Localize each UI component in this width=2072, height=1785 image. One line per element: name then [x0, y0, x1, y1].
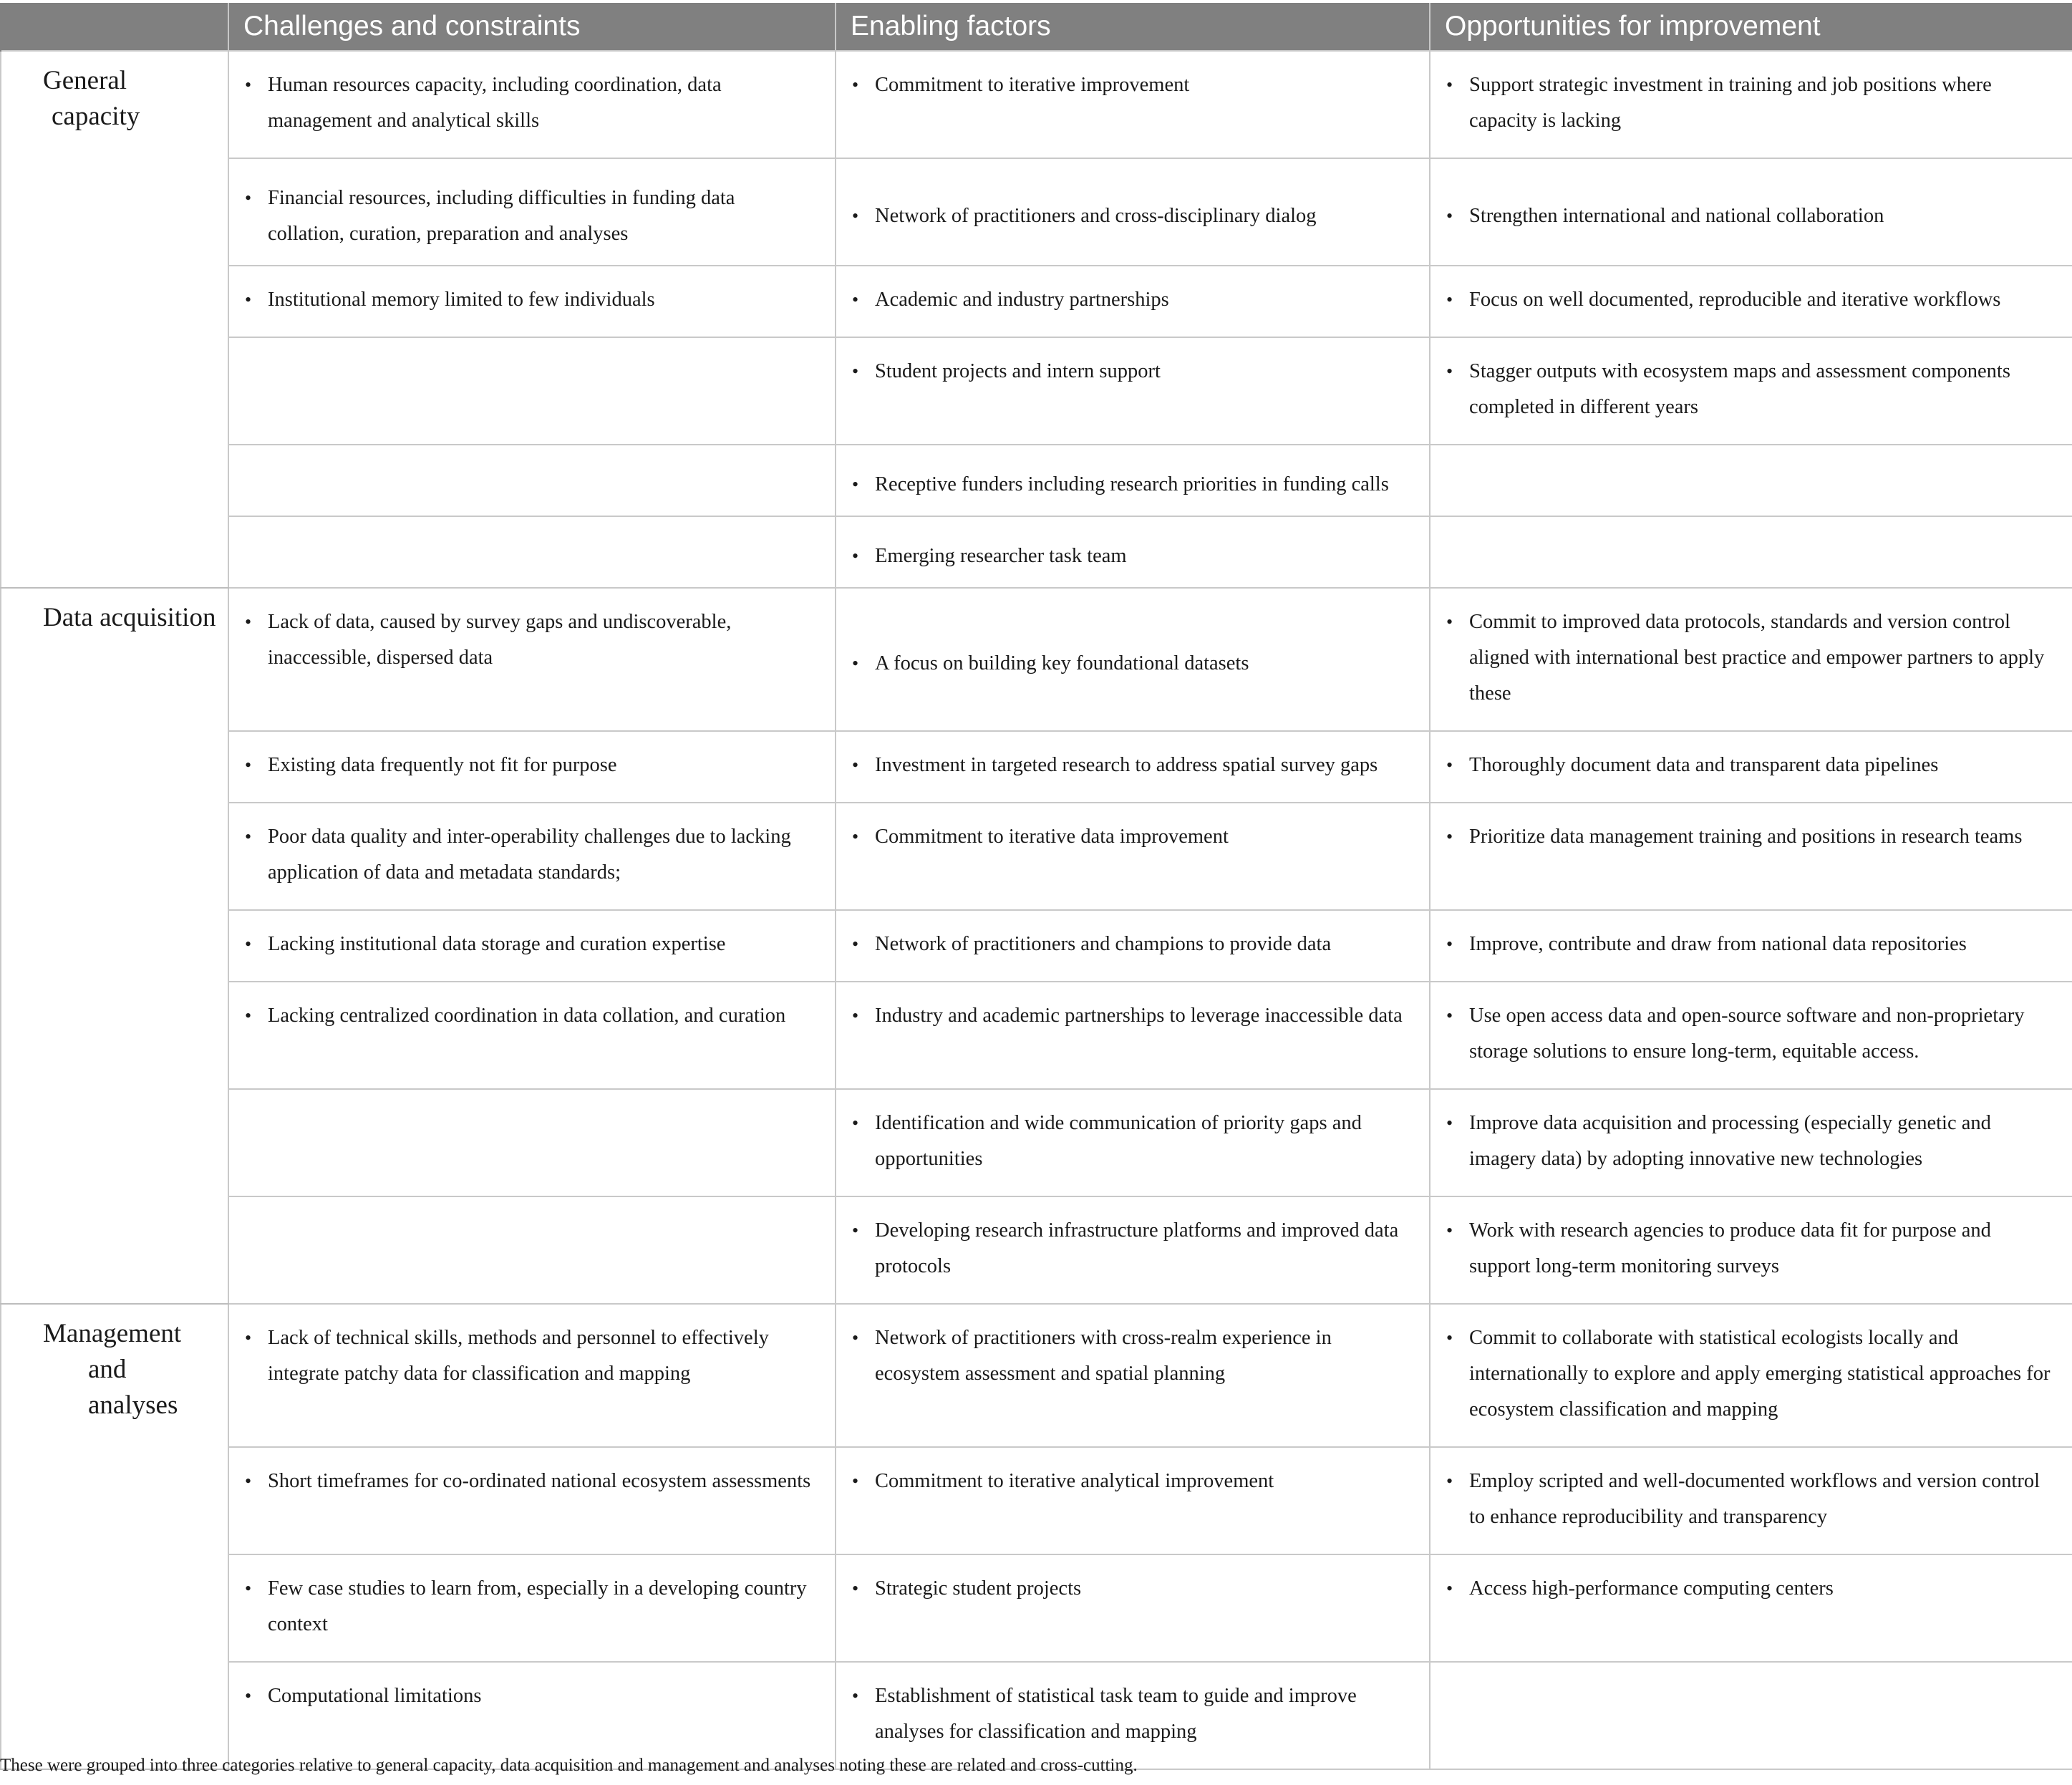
enabler-cell [836, 982, 1430, 1089]
list-item: • Short timeframes for co-ordinated national ecosystem assessments [243, 1464, 815, 1499]
list-item: • Commitment to iterative data improvement [851, 819, 1409, 855]
enabler-cell [836, 158, 1430, 266]
list-item: • Support strategic investment in training and job positions where capacity is lacking [1445, 67, 2052, 139]
table-row [1, 1447, 2072, 1554]
opportunity-cell [1430, 1196, 2072, 1304]
list-item: • Investment in targeted research to address spatial survey gaps [851, 748, 1409, 783]
challenge-cell-empty [228, 1089, 836, 1196]
list-item: • Network of practitioners and champions to provide data [851, 927, 1409, 962]
category-label-line: capacity [52, 102, 140, 131]
opportunity-cell [1430, 803, 2072, 910]
enabler-cell [836, 51, 1430, 158]
list-item: • Prioritize data management training and positions in research teams [1445, 819, 2052, 855]
header-category [1, 3, 228, 51]
challenge-cell [228, 1304, 836, 1447]
enabler-cell [836, 731, 1430, 803]
opportunity-cell [1430, 158, 2072, 266]
enabler-cell [836, 445, 1430, 516]
category-label-line: and [88, 1355, 127, 1384]
enabler-cell [836, 803, 1430, 910]
list-item: • Computational limitations [243, 1678, 815, 1714]
challenge-cell-empty [228, 516, 836, 588]
list-item: • Stagger outputs with ecosystem maps and assessment components completed in different years [1445, 354, 2052, 425]
opportunity-cell [1430, 1554, 2072, 1662]
enabler-cell [836, 1662, 1430, 1769]
list-item: • Academic and industry partnerships [851, 282, 1409, 318]
challenge-cell [228, 803, 836, 910]
category-label-line: General [43, 66, 127, 95]
list-item: • Developing research infrastructure platforms and improved data protocols [851, 1213, 1409, 1285]
table-row [1, 803, 2072, 910]
list-item: • Receptive funders including research priorities in funding calls [851, 467, 1409, 503]
enabler-cell [836, 1554, 1430, 1662]
list-item: • Emerging researcher task team [851, 538, 1409, 574]
table-row [1, 910, 2072, 982]
challenge-cell-empty [228, 1196, 836, 1304]
table-row [1, 1554, 2072, 1662]
table-row [1, 1662, 2072, 1769]
enabler-cell [836, 588, 1430, 731]
table-row [1, 1196, 2072, 1304]
table-row [1, 516, 2072, 588]
list-item: • Strengthen international and national collaboration [1445, 198, 2052, 234]
enabler-cell [836, 910, 1430, 982]
opportunity-cell-empty [1430, 1662, 2072, 1769]
list-item: • Lacking centralized coordination in data collation, and curation [243, 998, 815, 1034]
category-label-line: Data acquisition [43, 603, 216, 632]
opportunity-cell [1430, 982, 2072, 1089]
table-row [1, 51, 2072, 158]
challenge-cell-empty [228, 445, 836, 516]
category-management-analyses [1, 1304, 228, 1769]
opportunity-cell [1430, 51, 2072, 158]
opportunity-cell [1430, 1089, 2072, 1196]
challenge-cell [228, 910, 836, 982]
table-row [1, 588, 2072, 731]
challenges-table [0, 3, 2072, 1770]
opportunity-cell-empty [1430, 516, 2072, 588]
challenge-cell [228, 1662, 836, 1769]
category-label-line: analyses [88, 1390, 178, 1420]
challenge-cell [228, 266, 836, 337]
challenge-cell [228, 731, 836, 803]
table-row [1, 337, 2072, 445]
challenge-cell [228, 51, 836, 158]
opportunity-cell [1430, 266, 2072, 337]
table-row [1, 158, 2072, 266]
opportunity-cell [1430, 731, 2072, 803]
opportunity-cell [1430, 337, 2072, 445]
list-item: • Focus on well documented, reproducible and iterative workflows [1445, 282, 2052, 318]
list-item: • Strategic student projects [851, 1571, 1409, 1607]
table-row [1, 982, 2072, 1089]
challenge-cell [228, 158, 836, 266]
header-row [1, 3, 2072, 51]
enabler-cell [836, 266, 1430, 337]
challenge-cell [228, 588, 836, 731]
challenge-cell-empty [228, 337, 836, 445]
enabler-cell [836, 1196, 1430, 1304]
list-item: • Thoroughly document data and transparent data pipelines [1445, 748, 2052, 783]
opportunity-cell [1430, 588, 2072, 731]
table-row [1, 445, 2072, 516]
list-item: • Access high-performance computing centers [1445, 1571, 2052, 1607]
list-item: • Commitment to iterative improvement [851, 67, 1409, 103]
opportunity-cell [1430, 1447, 2072, 1554]
enabler-cell [836, 516, 1430, 588]
header-challenges: Challenges and constraints [228, 3, 836, 51]
table-row [1, 1304, 2072, 1447]
category-label-line: Management [43, 1319, 182, 1348]
enabler-cell [836, 1447, 1430, 1554]
list-item: • Lack of data, caused by survey gaps and undiscoverable, inaccessible, dispersed data [243, 604, 815, 676]
category-general-capacity [1, 51, 228, 588]
list-item: • Lacking institutional data storage and curation expertise [243, 927, 815, 962]
list-item: • Financial resources, including difficulties in funding data collation, curation, preparation and analyses [243, 180, 815, 252]
challenge-cell [228, 1554, 836, 1662]
list-item: • Institutional memory limited to few individuals [243, 282, 815, 318]
list-item: • Network of practitioners with cross-realm experience in ecosystem assessment and spatial planning [851, 1320, 1409, 1392]
header-enabling-factors: Enabling factors [836, 3, 1430, 51]
category-data-acquisition [1, 588, 228, 1304]
list-item: • Few case studies to learn from, especially in a developing country context [243, 1571, 815, 1643]
list-item: • Existing data frequently not fit for purpose [243, 748, 815, 783]
list-item: • Use open access data and open-source software and non-proprietary storage solutions to ensure long-term, equitable access. [1445, 998, 2052, 1070]
table-footnote: These were grouped into three categories relative to general capacity, data acquisition and management and analyses noting these are related and cross-cutting. [0, 1756, 1138, 1775]
header-opportunities: Opportunities for improvement [1430, 3, 2072, 51]
list-item: • Network of practitioners and cross-disciplinary dialog [851, 198, 1409, 234]
opportunity-cell [1430, 910, 2072, 982]
table-row [1, 731, 2072, 803]
table-row [1, 1089, 2072, 1196]
list-item: • Human resources capacity, including coordination, data management and analytical skills [243, 67, 815, 139]
list-item: • Work with research agencies to produce data fit for purpose and support long-term monitoring surveys [1445, 1213, 2052, 1285]
challenge-cell [228, 982, 836, 1089]
list-item: • Improve, contribute and draw from national data repositories [1445, 927, 2052, 962]
enabler-cell [836, 337, 1430, 445]
list-item: • Improve data acquisition and processing (especially genetic and imagery data) by adopting innovative new technologies [1445, 1106, 2052, 1177]
list-item: • Employ scripted and well-documented workflows and version control to enhance reproducibility and transparency [1445, 1464, 2052, 1535]
list-item: • Poor data quality and inter-operability challenges due to lacking application of data and metadata standards; [243, 819, 815, 891]
opportunity-cell-empty [1430, 445, 2072, 516]
list-item: • Identification and wide communication of priority gaps and opportunities [851, 1106, 1409, 1177]
list-item: • Commitment to iterative analytical improvement [851, 1464, 1409, 1499]
list-item: • Commit to improved data protocols, standards and version control aligned with international best practice and empower partners to apply these [1445, 604, 2052, 712]
list-item: • Industry and academic partnerships to leverage inaccessible data [851, 998, 1409, 1034]
enabler-cell [836, 1304, 1430, 1447]
challenge-cell [228, 1447, 836, 1554]
enabler-cell [836, 1089, 1430, 1196]
opportunity-cell [1430, 1304, 2072, 1447]
list-item: • Student projects and intern support [851, 354, 1409, 390]
list-item: • A focus on building key foundational datasets [851, 646, 1409, 682]
list-item: • Commit to collaborate with statistical ecologists locally and internationally to explore and apply emerging statistical approaches for ecosystem classification and mapping [1445, 1320, 2052, 1428]
list-item: • Lack of technical skills, methods and personnel to effectively integrate patchy data for classification and mapping [243, 1320, 815, 1392]
table-row [1, 266, 2072, 337]
list-item: • Establishment of statistical task team to guide and improve analyses for classification and mapping [851, 1678, 1409, 1750]
